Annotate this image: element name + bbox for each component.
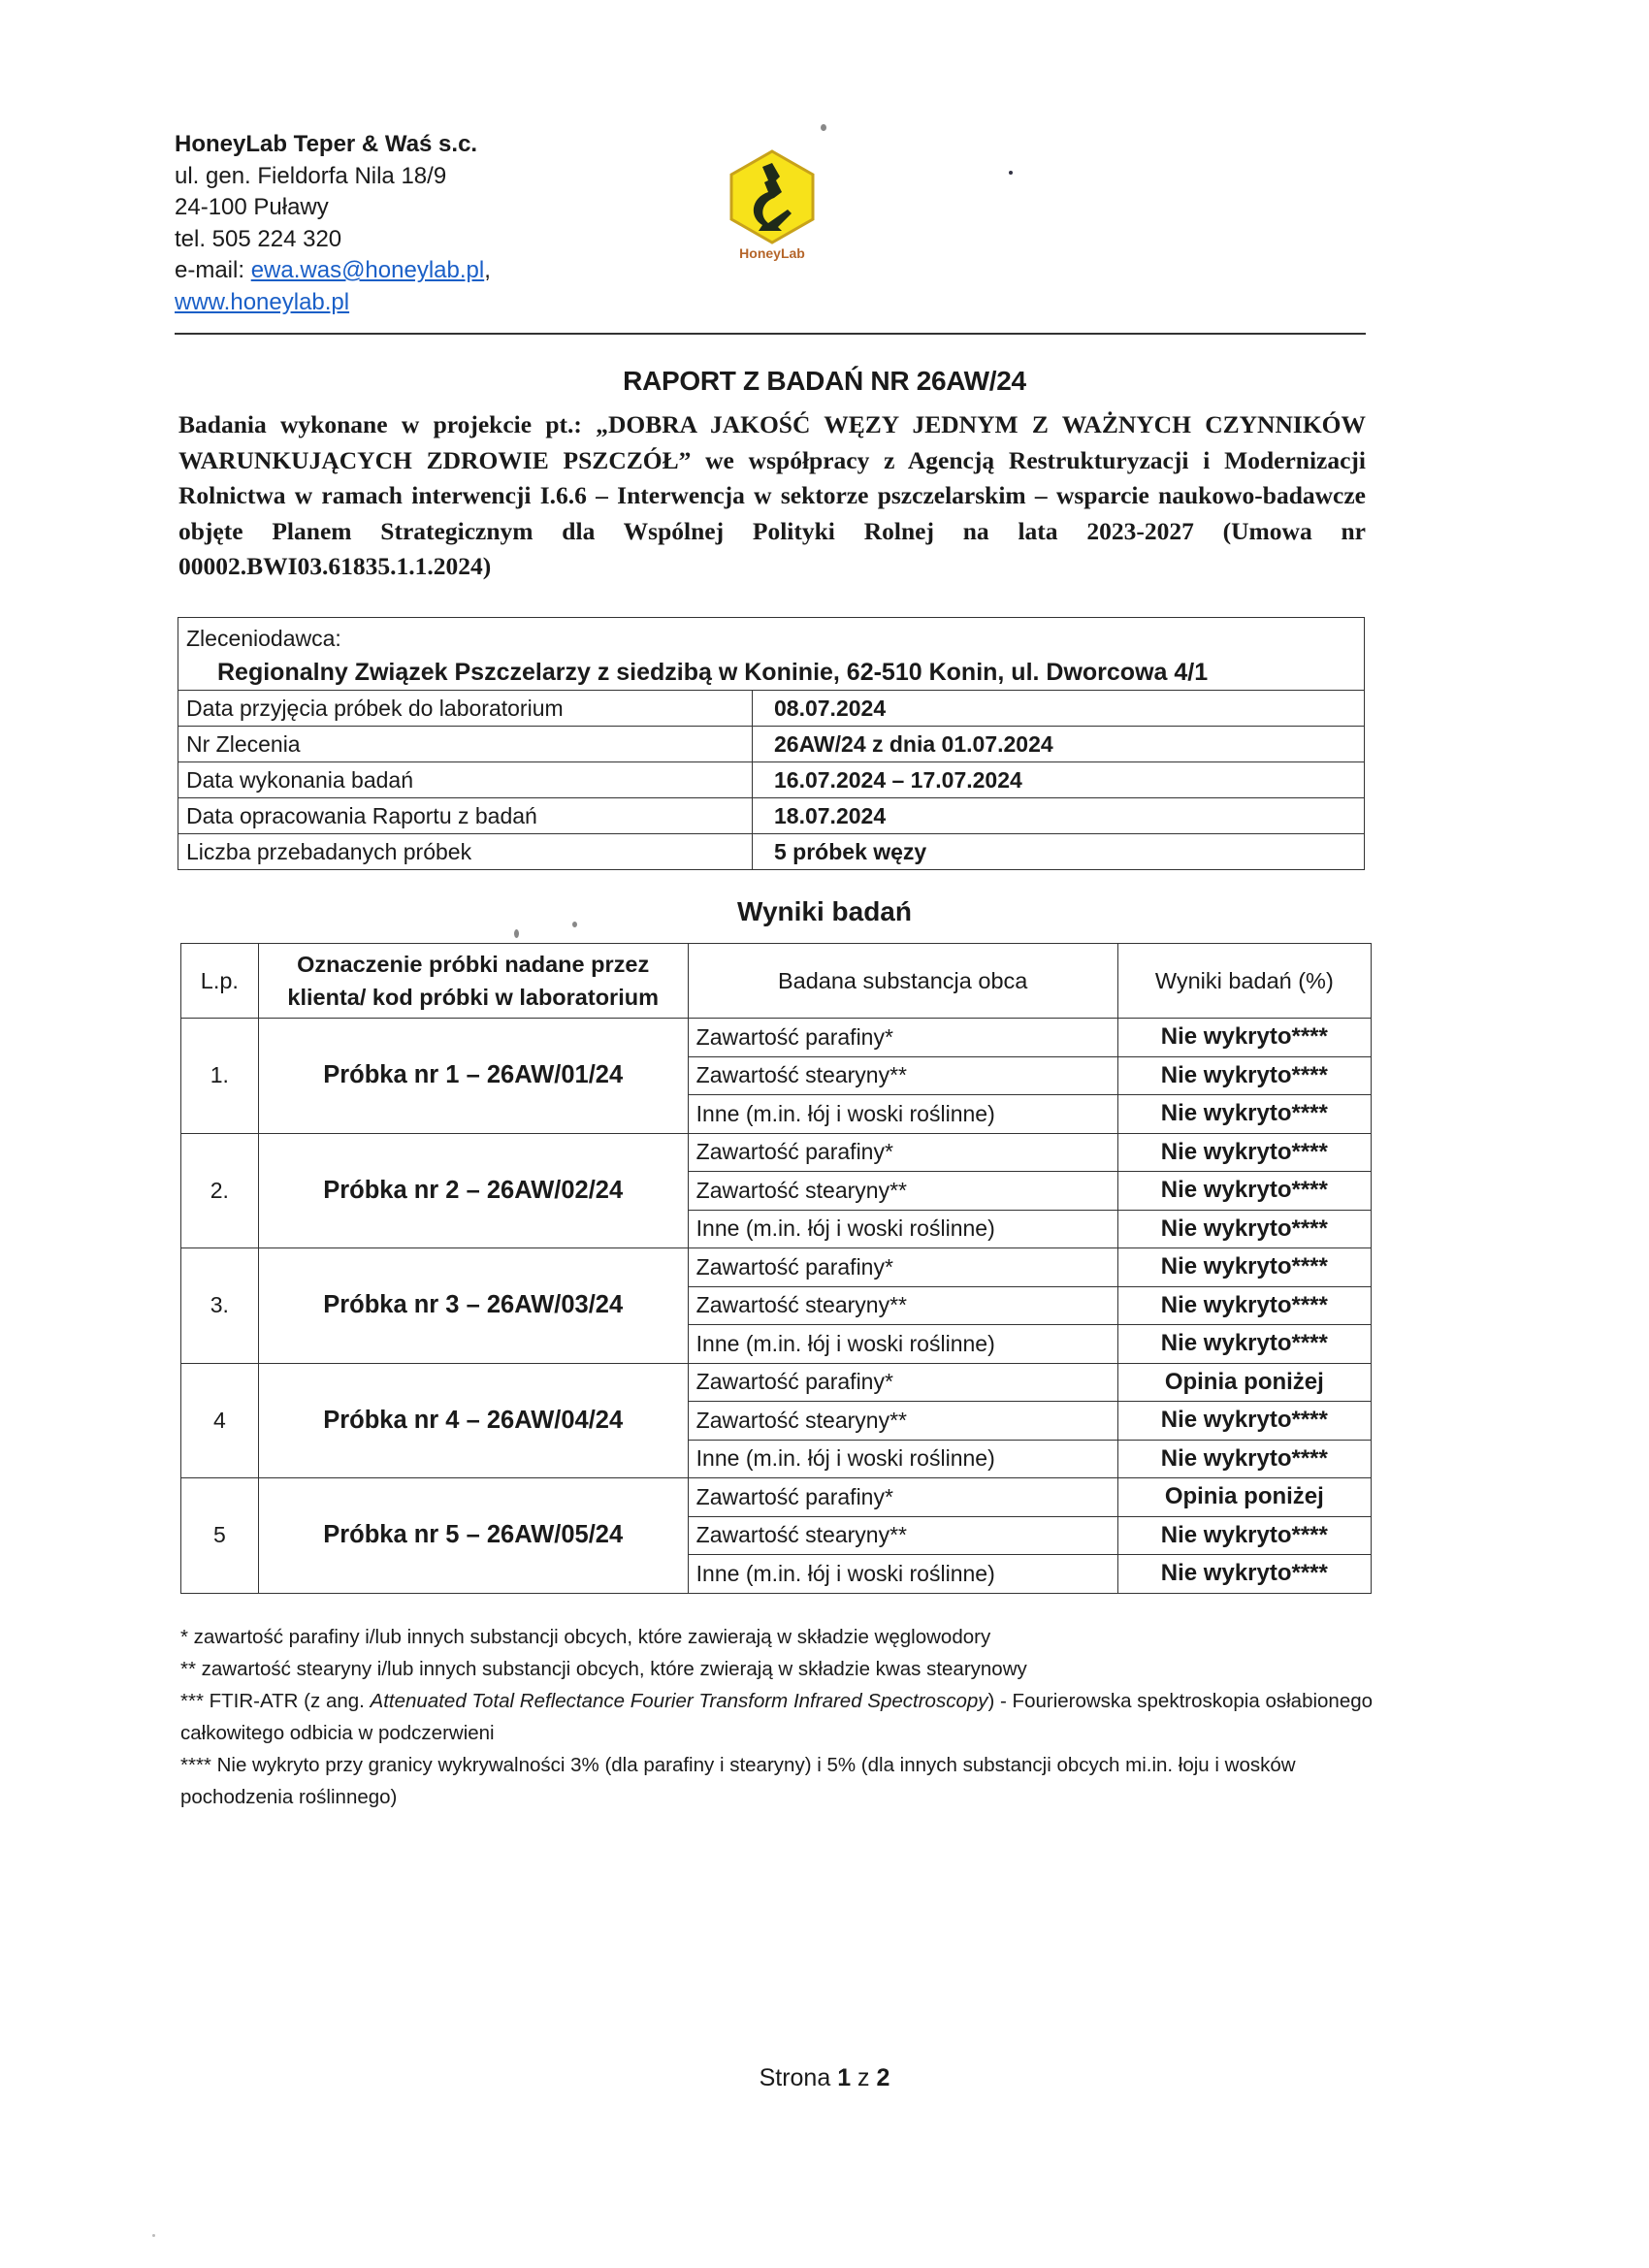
scan-speck bbox=[821, 124, 826, 131]
footnote-1: * zawartość parafiny i/lub innych substancji obcych, które zawierają w składzie węglowodory bbox=[180, 1626, 991, 1648]
page-number bbox=[0, 2064, 1649, 2092]
substance: Zawartość parafiny* bbox=[688, 1478, 1117, 1517]
substance: Zawartość parafiny* bbox=[688, 1133, 1117, 1172]
table-row bbox=[181, 1019, 1372, 1057]
result: Nie wykryto**** bbox=[1117, 1325, 1371, 1364]
info-value: 08.07.2024 bbox=[753, 691, 1365, 727]
footnote-3 bbox=[180, 1685, 1374, 1749]
results-header-row bbox=[181, 944, 1372, 1019]
footnote-3-suffix: ) - Fourierowska spektroskopia osłabionego całkowitego odbicia w podczerwieni bbox=[180, 1690, 1374, 1744]
substance: Inne (m.in. łój i woski roślinne) bbox=[688, 1555, 1117, 1594]
sample-lp: 2. bbox=[181, 1133, 259, 1248]
result: Nie wykryto**** bbox=[1117, 1286, 1371, 1325]
header-substance: Badana substancja obca bbox=[688, 944, 1117, 1019]
footnote-3-prefix: *** FTIR-ATR (z ang. bbox=[180, 1690, 371, 1712]
info-row bbox=[178, 691, 1365, 727]
info-label: Data przyjęcia próbek do laboratorium bbox=[178, 691, 753, 727]
table-row bbox=[181, 1478, 1372, 1517]
scan-speck bbox=[152, 2234, 155, 2237]
result: Nie wykryto**** bbox=[1117, 1172, 1371, 1211]
page-middle: z bbox=[851, 2064, 877, 2091]
website-link[interactable]: www.honeylab.pl bbox=[175, 288, 350, 315]
company-street: ul. gen. Fieldorfa Nila 18/9 bbox=[175, 162, 447, 189]
company-name: HoneyLab Teper & Waś s.c. bbox=[175, 131, 478, 157]
microscope-hexagon-icon bbox=[720, 147, 824, 264]
substance: Zawartość parafiny* bbox=[688, 1019, 1117, 1057]
substance: Zawartość stearyny** bbox=[688, 1286, 1117, 1325]
result: Nie wykryto**** bbox=[1117, 1019, 1371, 1057]
result: Nie wykryto**** bbox=[1117, 1095, 1371, 1134]
report-title: RAPORT Z BADAŃ NR 26AW/24 bbox=[623, 366, 1026, 396]
info-label: Liczba przebadanych próbek bbox=[178, 834, 753, 870]
substance: Inne (m.in. łój i woski roślinne) bbox=[688, 1440, 1117, 1478]
substance: Zawartość parafiny* bbox=[688, 1363, 1117, 1402]
email-suffix: , bbox=[484, 257, 491, 283]
results-table bbox=[180, 943, 1372, 1594]
info-row bbox=[178, 798, 1365, 834]
footnotes bbox=[180, 1621, 1374, 1813]
company-phone: tel. 505 224 320 bbox=[175, 225, 342, 252]
sample-code: Próbka nr 3 – 26AW/03/24 bbox=[258, 1248, 688, 1364]
result: Nie wykryto**** bbox=[1117, 1133, 1371, 1172]
header-result: Wyniki badań (%) bbox=[1117, 944, 1371, 1019]
info-label: Data wykonania badań bbox=[178, 762, 753, 798]
info-label: Data opracowania Raportu z badań bbox=[178, 798, 753, 834]
honeylab-logo bbox=[720, 147, 824, 264]
sample-code: Próbka nr 4 – 26AW/04/24 bbox=[258, 1363, 688, 1478]
client-name-row bbox=[178, 655, 1365, 691]
substance: Zawartość stearyny** bbox=[688, 1402, 1117, 1441]
substance: Zawartość parafiny* bbox=[688, 1248, 1117, 1287]
scan-speck bbox=[514, 929, 519, 938]
page-prefix: Strona bbox=[759, 2064, 838, 2091]
scan-speck bbox=[1009, 171, 1013, 175]
client-name: Regionalny Związek Pszczelarzy z siedzibą w Koninie, 62-510 Konin, ul. Dworcowa 4/1 bbox=[178, 655, 1365, 691]
header-lp: L.p. bbox=[181, 944, 259, 1019]
company-address-block bbox=[175, 129, 491, 318]
info-row bbox=[178, 727, 1365, 762]
substance: Inne (m.in. łój i woski roślinne) bbox=[688, 1095, 1117, 1134]
footnote-2: ** zawartość stearyny i/lub innych substancji obcych, które zwierają w składzie kwas stearynowy bbox=[180, 1658, 1027, 1680]
company-email-line bbox=[175, 255, 491, 287]
footnote-3-term: Attenuated Total Reflectance Fourier Transform Infrared Spectroscopy bbox=[370, 1690, 988, 1712]
info-value: 16.07.2024 – 17.07.2024 bbox=[753, 762, 1365, 798]
info-value: 18.07.2024 bbox=[753, 798, 1365, 834]
result: Nie wykryto**** bbox=[1117, 1248, 1371, 1287]
substance: Zawartość stearyny** bbox=[688, 1172, 1117, 1211]
table-row bbox=[181, 1363, 1372, 1402]
result: Nie wykryto**** bbox=[1117, 1210, 1371, 1248]
result: Opinia poniżej bbox=[1117, 1478, 1371, 1517]
substance: Zawartość stearyny** bbox=[688, 1516, 1117, 1555]
info-row bbox=[178, 834, 1365, 870]
result: Nie wykryto**** bbox=[1117, 1056, 1371, 1095]
sample-code: Próbka nr 5 – 26AW/05/24 bbox=[258, 1478, 688, 1594]
info-value: 26AW/24 z dnia 01.07.2024 bbox=[753, 727, 1365, 762]
info-value: 5 próbek węzy bbox=[753, 834, 1365, 870]
sample-lp: 3. bbox=[181, 1248, 259, 1364]
footnote-4: **** Nie wykryto przy granicy wykrywalności 3% (dla parafiny i stearyny) i 5% (dla innych substancji obcych mi.in. łoju i wosków pochodzenia roślinnego) bbox=[180, 1754, 1296, 1808]
table-row bbox=[181, 1248, 1372, 1287]
email-link[interactable]: ewa.was@honeylab.pl bbox=[250, 257, 485, 283]
result: Nie wykryto**** bbox=[1117, 1555, 1371, 1594]
project-description: Badania wykonane w projekcie pt.: „DOBRA JAKOŚĆ WĘZY JEDNYM Z WAŻNYCH CZYNNIKÓW WARUNKUJĄCYCH ZDROWIE PSZCZÓŁ” we współpracy z Agencją Restrukturyzacji i Modernizacji Rolnictwa w ramach interwencji I.6.6 – Interwencja w sektorze pszczelarskim – wsparcie naukowo-badawcze objęte Planem Strategicznym dla Wspólnej Polityki Rolnej na lata 2023-2027 (Umowa nr 00002.BWI03.61835.1.1.2024) bbox=[178, 410, 1366, 580]
email-label: e-mail: bbox=[175, 257, 251, 283]
company-city: 24-100 Puławy bbox=[175, 194, 329, 220]
info-row bbox=[178, 762, 1365, 798]
table-row bbox=[181, 1133, 1372, 1172]
client-info-table bbox=[178, 617, 1365, 870]
sample-code: Próbka nr 1 – 26AW/01/24 bbox=[258, 1019, 688, 1134]
substance: Inne (m.in. łój i woski roślinne) bbox=[688, 1325, 1117, 1364]
logo-text: HoneyLab bbox=[739, 245, 805, 261]
page-current: 1 bbox=[837, 2064, 852, 2091]
sample-lp: 5 bbox=[181, 1478, 259, 1594]
result: Nie wykryto**** bbox=[1117, 1440, 1371, 1478]
result: Nie wykryto**** bbox=[1117, 1402, 1371, 1441]
substance: Zawartość stearyny** bbox=[688, 1056, 1117, 1095]
sample-code: Próbka nr 2 – 26AW/02/24 bbox=[258, 1133, 688, 1248]
header-sample: Oznaczenie próbki nadane przez klienta/ kod próbki w laboratorium bbox=[258, 944, 688, 1019]
page-total: 2 bbox=[876, 2064, 890, 2091]
sample-lp: 4 bbox=[181, 1363, 259, 1478]
info-label: Nr Zlecenia bbox=[178, 727, 753, 762]
substance: Inne (m.in. łój i woski roślinne) bbox=[688, 1210, 1117, 1248]
sample-lp: 1. bbox=[181, 1019, 259, 1134]
results-title: Wyniki badań bbox=[737, 896, 912, 926]
header-divider bbox=[175, 333, 1366, 335]
client-label-row bbox=[178, 618, 1365, 656]
result: Nie wykryto**** bbox=[1117, 1516, 1371, 1555]
result: Opinia poniżej bbox=[1117, 1363, 1371, 1402]
client-label: Zleceniodawca: bbox=[178, 618, 1365, 656]
